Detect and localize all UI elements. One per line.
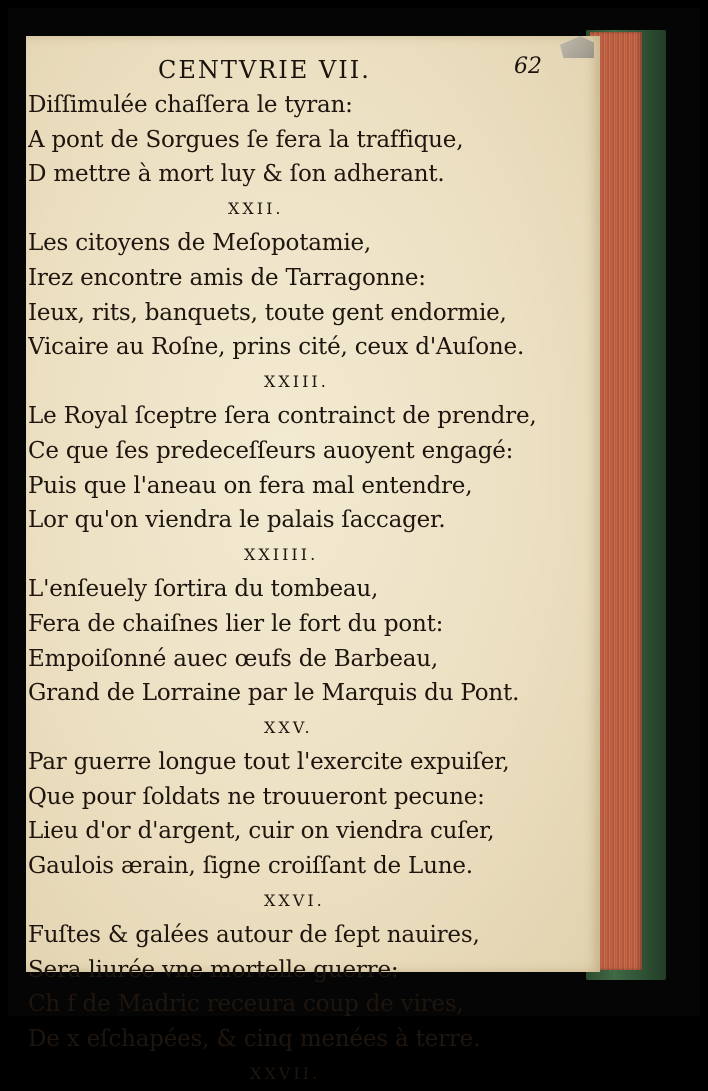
verse-line: Que pour ſoldats ne trouueront pecune: xyxy=(28,783,485,810)
verse-line: Grand de Lorraine par le Marquis du Pont. xyxy=(28,680,520,707)
verse-line: Les citoyens de Meſopotamie, xyxy=(28,230,372,257)
verse-line: De x eſchapées, & cinq menées à terre. xyxy=(28,1026,481,1053)
quatrain-number: XXVI. xyxy=(264,890,325,910)
quatrain-number: XXV. xyxy=(264,717,313,737)
verse-line: Sera liurée vne mortelle guerre: xyxy=(28,956,399,983)
verse-line: Fera de chaiſnes lier le fort du pont: xyxy=(28,610,444,637)
verse-line: Ce que ſes predeceſſeurs auoyent engagé: xyxy=(28,437,514,464)
verse-line: L'enſeuely ſortira du tombeau, xyxy=(28,576,379,603)
verse-line: Irez encontre amis de Tarragonne: xyxy=(28,264,426,291)
verse-line: Vicaire au Roſne, prins cité, ceux d'Auſone. xyxy=(28,334,525,361)
quatrain-number: XXII. xyxy=(228,198,284,218)
verse-line: Ch f de Madric receura coup de vires, xyxy=(28,991,464,1018)
verse-line: Lor qu'on viendra le palais ſaccager. xyxy=(28,507,446,534)
verse-line: Ieux, rits, banquets, toute gent endormie, xyxy=(28,299,507,326)
running-head: CENTVRIE VII. xyxy=(158,56,371,84)
verse-line: Diſſimulée chaſſera le tyran: xyxy=(28,92,353,118)
verse-line: Par guerre longue tout l'exercite expuiſer, xyxy=(28,749,510,776)
verse-line: Lieu d'or d'argent, cuir on viendra cuſer, xyxy=(28,818,495,845)
verse-line: Puis que l'aneau on fera mal entendre, xyxy=(28,472,473,499)
verse-line: Empoiſonné auec œufs de Barbeau, xyxy=(28,645,438,672)
verse-line: Fuſtes & galées autour de ſept nauires, xyxy=(28,922,480,949)
text-block xyxy=(28,88,588,1083)
quatrain-number: XXIII. xyxy=(264,371,329,391)
verse-line: Le Royal ſceptre ſera contrainct de prendre, xyxy=(28,403,537,430)
verse-line: Gaulois ærain, ſigne croiſſant de Lune. xyxy=(28,853,473,880)
page-number: 62 xyxy=(514,54,542,79)
quatrain-number: XXIIII. xyxy=(244,544,319,564)
quatrain-number: XXVII. xyxy=(250,1063,321,1083)
verse-line: A pont de Sorgues ſe fera la traffique, xyxy=(28,126,464,153)
verse-line: D mettre à mort luy & ſon adherant. xyxy=(28,161,445,188)
